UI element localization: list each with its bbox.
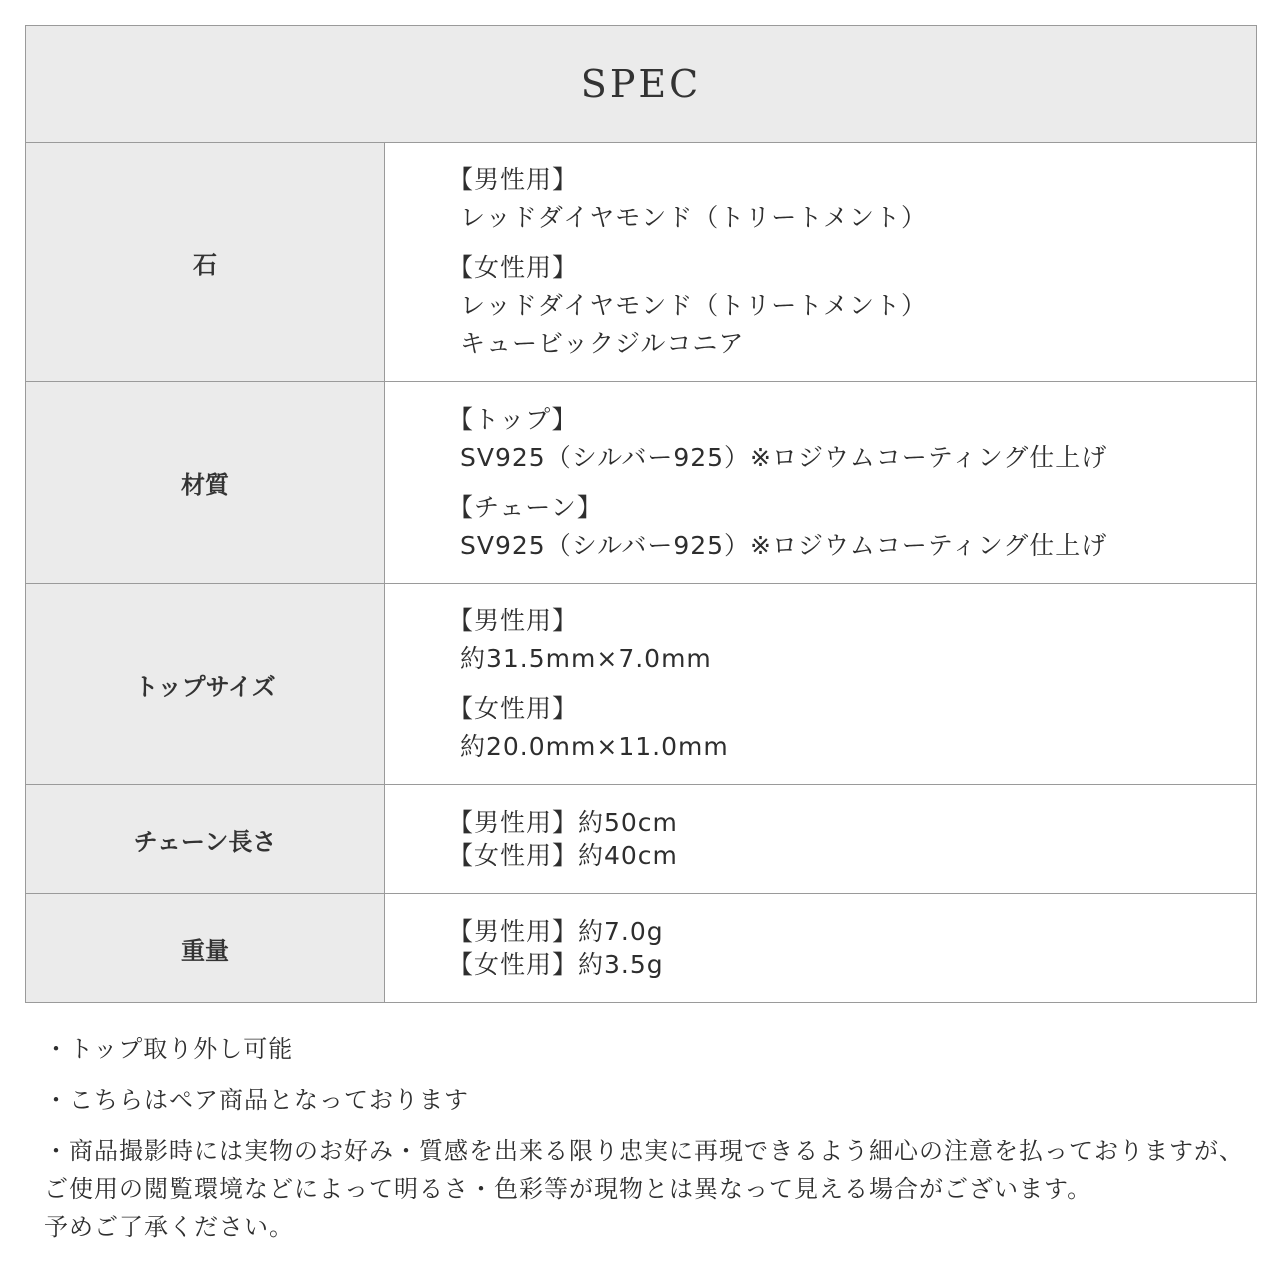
group-line: 約31.5mm×7.0mm (460, 644, 712, 673)
note-line: ・商品撮影時には実物のお好み・質感を出来る限り忠実に再現できるよう細心の注意を払っておりますが、 (44, 1137, 1244, 1165)
chain-length-label: チェーン長さ (26, 785, 385, 894)
chain-length-value (385, 785, 1256, 894)
group-heading: 【トップ】 (448, 404, 578, 434)
top-size-group-men (448, 602, 1256, 678)
material-label: 材質 (26, 382, 385, 584)
group-heading: 【男性用】 (448, 606, 579, 635)
note-line: 予めご了承ください。 (44, 1213, 294, 1241)
note-color-disclaimer (44, 1132, 1254, 1246)
weight-label: 重量 (26, 894, 385, 1002)
chain-length-men: 【男性用】約50cm (448, 808, 678, 837)
group-heading: 【女性用】 (448, 694, 579, 723)
chain-length-women: 【女性用】約40cm (448, 841, 678, 870)
material-group-top (448, 401, 1256, 477)
note-detachable-top: ・トップ取り外し可能 (44, 1035, 294, 1063)
group-heading: 【チェーン】 (448, 492, 603, 522)
group-line: 約20.0mm×11.0mm (460, 732, 729, 761)
material-group-chain (448, 489, 1256, 565)
stone-label: 石 (26, 143, 385, 382)
note-pair-product: ・こちらはペア商品となっております (44, 1086, 469, 1114)
material-value (385, 382, 1256, 584)
note-line: ご使用の閲覧環境などによって明るさ・色彩等が現物とは異なって見える場合がございます。 (44, 1175, 1093, 1203)
weight-men: 【男性用】約7.0g (448, 917, 664, 946)
weight-women: 【女性用】約3.5g (448, 950, 664, 979)
spec-title: SPEC (26, 26, 1256, 143)
group-line: SV925（シルバー925）※ロジウムコーティング仕上げ (460, 530, 1108, 560)
group-line: レッドダイヤモンド（トリートメント） (460, 203, 928, 232)
group-line: キュービックジルコニア (460, 329, 745, 358)
group-line: レッドダイヤモンド（トリートメント） (460, 291, 928, 320)
top-size-label: トップサイズ (26, 584, 385, 785)
group-heading: 【女性用】 (448, 253, 579, 282)
stone-group-men (448, 161, 1256, 237)
top-size-value (385, 584, 1256, 785)
group-line: SV925（シルバー925）※ロジウムコーティング仕上げ (460, 442, 1108, 472)
top-size-group-women (448, 690, 1256, 766)
stone-group-women (448, 249, 1256, 363)
stone-value (385, 143, 1256, 382)
notes (44, 1030, 1254, 1246)
spec-table (25, 25, 1257, 1003)
weight-value (385, 894, 1256, 1002)
group-heading: 【男性用】 (448, 165, 579, 194)
